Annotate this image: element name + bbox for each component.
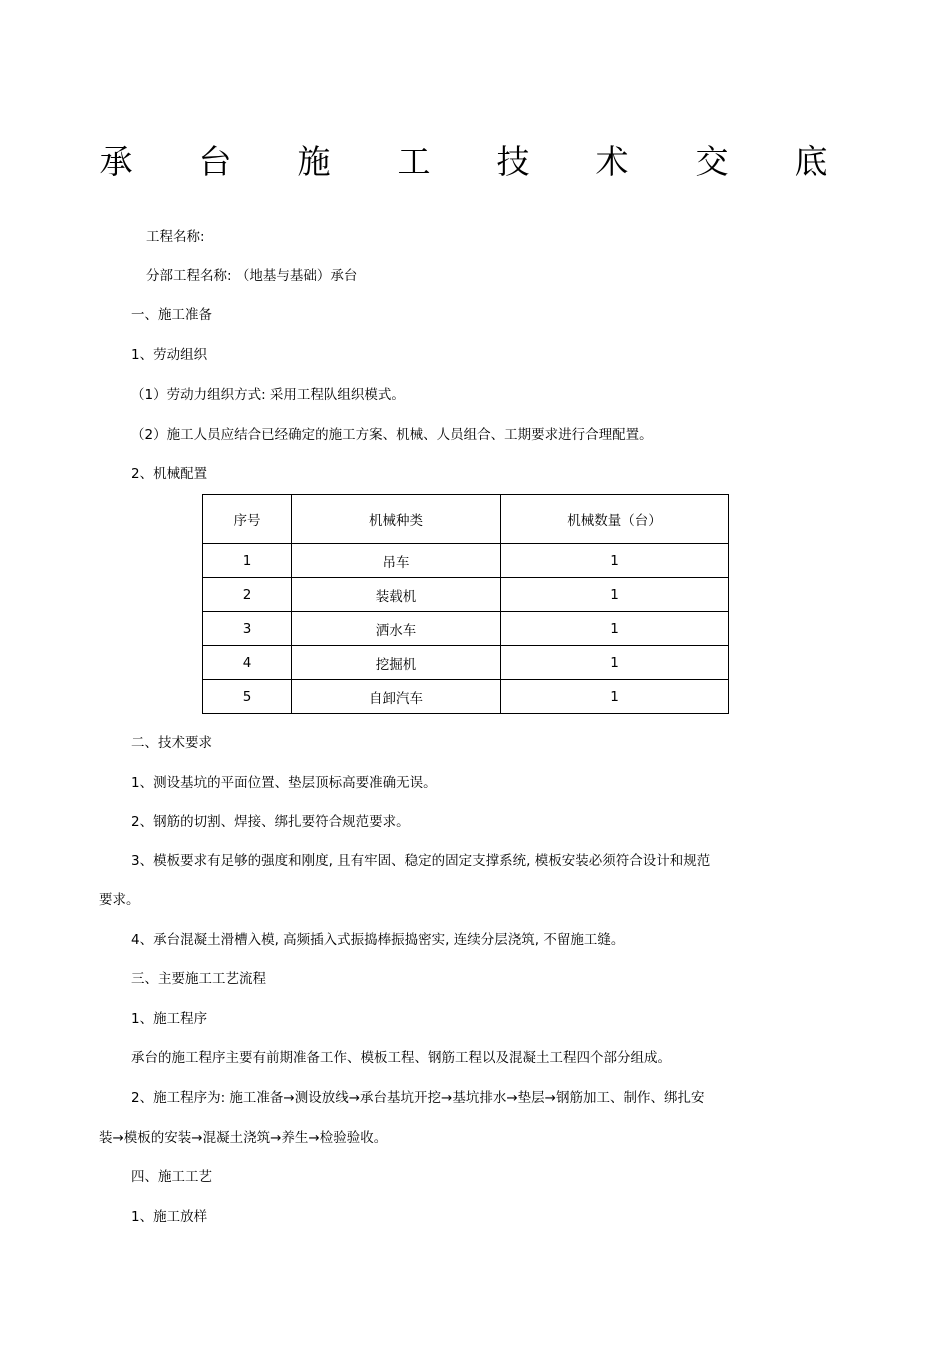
table-row [203,612,729,646]
paragraph: 承台的施工程序主要有前期准备工作、模板工程、钢筋工程以及混凝土工程四个部分组成。 [131,1050,671,1066]
subsection-heading: 1、劳动组织 [131,347,208,363]
table-row [203,544,729,578]
subsection-heading: 2、机械配置 [131,466,208,482]
table-cell: 2 [203,578,292,612]
table-cell: 1 [501,612,729,646]
table-header-cell: 机械种类 [292,495,501,544]
section-heading: 一、施工准备 [131,307,212,323]
paragraph-continuation: 装→模板的安装→混凝土浇筑→养生→检验验收。 [99,1130,388,1146]
table-cell: 吊车 [292,544,501,578]
paragraph: 2、施工程序为: 施工准备→测设放线→承台基坑开挖→基坑排水→垫层→钢筋加工、制作、绑扎安 [131,1090,705,1106]
project-name-line: 工程名称: [146,229,205,245]
table-cell: 5 [203,680,292,714]
table-cell: 自卸汽车 [292,680,501,714]
table-row [203,578,729,612]
table-cell: 装载机 [292,578,501,612]
title-char: 底 [794,142,828,181]
table-header-cell: 机械数量（台） [501,495,729,544]
paragraph: （1）劳动力组织方式: 采用工程队组织模式。 [131,387,405,403]
table-cell: 3 [203,612,292,646]
table-cell: 洒水车 [292,612,501,646]
section-heading: 四、施工工艺 [131,1169,212,1185]
title-char: 交 [695,142,729,181]
paragraph-continuation: 要求。 [99,892,140,908]
machinery-table [202,494,729,714]
table-cell: 1 [501,680,729,714]
title-char: 承 [99,142,133,181]
subsection-heading: 1、施工放样 [131,1209,208,1225]
paragraph: 1、测设基坑的平面位置、垫层顶标高要准确无误。 [131,775,437,791]
title-char: 施 [297,142,331,181]
subproject-line: 分部工程名称: （地基与基础）承台 [146,268,358,284]
paragraph: 2、钢筋的切割、焊接、绑扎要符合规范要求。 [131,814,410,830]
table-cell: 4 [203,646,292,680]
table-header-cell: 序号 [203,495,292,544]
table-header-row [203,495,729,544]
paragraph: （2）施工人员应结合已经确定的施工方案、机械、人员组合、工期要求进行合理配置。 [131,427,653,443]
title-char: 技 [496,142,530,181]
table-cell: 挖掘机 [292,646,501,680]
section-heading: 三、主要施工工艺流程 [131,971,266,987]
title-char: 术 [595,142,629,181]
section-heading: 二、技术要求 [131,735,212,751]
paragraph: 4、承台混凝土滑槽入模, 高频插入式振捣棒振捣密实, 连续分层浇筑, 不留施工缝。 [131,932,625,948]
paragraph: 3、模板要求有足够的强度和刚度, 且有牢固、稳定的固定支撑系统, 模板安装必须符合设计和规范 [131,853,711,869]
subsection-heading: 1、施工程序 [131,1011,208,1027]
table-cell: 1 [501,544,729,578]
title-char: 台 [198,142,232,181]
table-cell: 1 [501,646,729,680]
title-char: 工 [397,142,431,181]
table-row [203,680,729,714]
table-cell: 1 [203,544,292,578]
document-title [100,140,830,184]
table-row [203,646,729,680]
table-cell: 1 [501,578,729,612]
